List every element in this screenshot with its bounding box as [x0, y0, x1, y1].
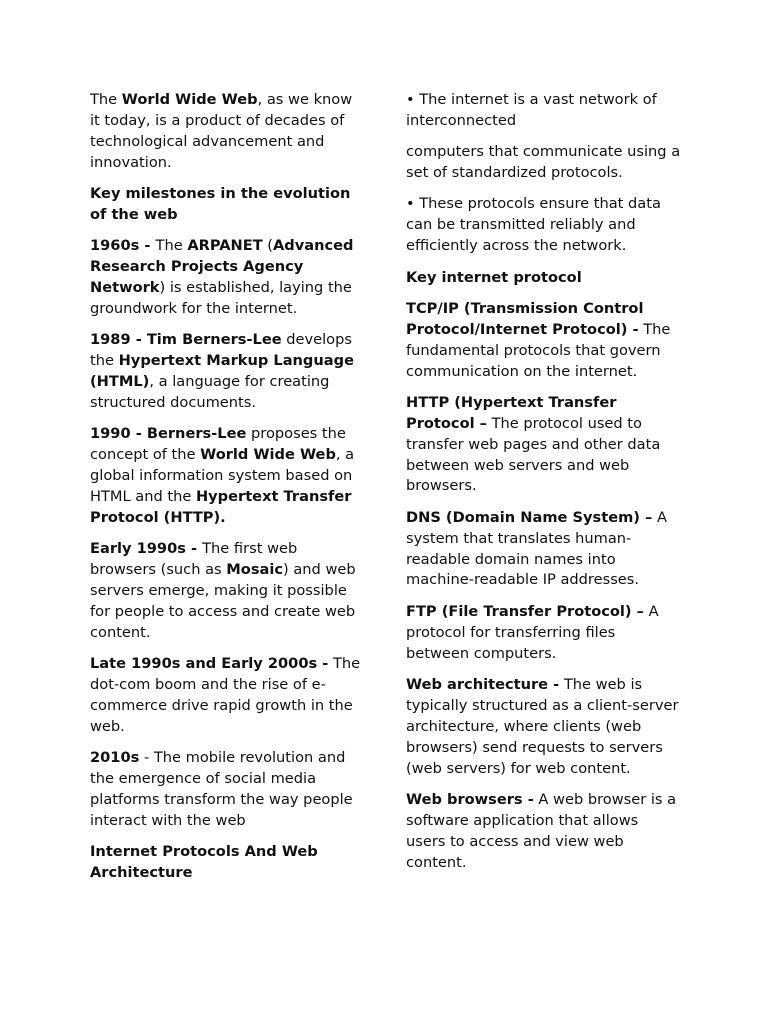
bold-text: Key internet protocol [406, 268, 582, 286]
paragraph [90, 539, 366, 644]
bold-text: ARPANET [187, 237, 263, 255]
left-column [90, 90, 366, 894]
paragraph [90, 842, 366, 884]
bold-text: Advanced Research Projects Agency Network [90, 237, 354, 297]
text-run: , as we know it today, is a product of decades of technological advancement and innovation. [90, 91, 353, 171]
bold-text: HTTP (Hypertext Transfer Protocol – [406, 393, 617, 432]
bold-text: Key milestones in the evolution of the web [90, 185, 351, 223]
text-run: The [90, 91, 122, 108]
paragraph [406, 602, 682, 665]
bold-text: Hypertext Transfer Protocol (HTTP). [90, 487, 352, 526]
paragraph [406, 790, 682, 874]
paragraph [90, 654, 366, 738]
bold-text: Early 1990s - [90, 540, 203, 558]
paragraph [90, 90, 366, 174]
bold-text: Late 1990s and Early 2000s - [90, 655, 329, 673]
text-run: ) and web servers emerge, making it possible for people to access and create web content. [90, 561, 356, 641]
text-run: A protocol for transferring files between computers. [406, 602, 659, 662]
text-run: The first web browsers (such as [90, 540, 298, 579]
bold-text: Hypertext Markup Language (HTML) [90, 352, 354, 391]
bold-text: 2010s [90, 749, 140, 767]
text-run: • These protocols ensure that data can be transmitted reliably and efficiently across the network. [406, 195, 661, 255]
paragraph [406, 194, 682, 257]
bold-text: TCP/IP (Transmission Control Protocol/Internet Protocol) - [406, 299, 644, 338]
text-run: The [155, 237, 188, 255]
bold-text: FTP (File Transfer Protocol) – [406, 602, 644, 620]
text-run: proposes the concept of the [90, 425, 346, 464]
paragraph [90, 424, 366, 529]
text-run: The web is typically structured as a client-server architecture, where clients (web browsers) send requests to servers (web servers) for web content. [406, 675, 679, 777]
paragraph [406, 508, 682, 592]
paragraph [406, 142, 682, 184]
bold-text: 1990 - Berners-Lee [90, 425, 247, 443]
bold-text: 1960s - [90, 237, 156, 255]
text-run: The fundamental protocols that govern communication on the internet. [406, 320, 671, 380]
text-run: The dot-com boom and the rise of e-commerce drive rapid growth in the web. [90, 655, 361, 735]
text-run: ( [262, 237, 273, 255]
text-run: - The mobile revolution and the emergence of social media platforms transform the way people interact with the web [90, 749, 353, 829]
paragraph [90, 184, 366, 226]
text-run: , a global information system based on HTML and the [90, 446, 355, 505]
text-run: A web browser is a software application that allows users to access and view web content. [406, 790, 677, 871]
bold-text: Internet Protocols And Web Architecture [90, 843, 318, 882]
text-run: develops the [90, 331, 352, 370]
bold-text: World Wide Web [200, 446, 336, 464]
bold-text: Web browsers - [406, 790, 534, 808]
bold-text: DNS (Domain Name System) – [406, 508, 653, 526]
bold-text: Web architecture - [406, 675, 560, 693]
paragraph [406, 268, 682, 289]
text-run: The protocol used to transfer web pages and other data between web servers and web browsers. [406, 414, 661, 495]
paragraph [406, 393, 682, 498]
text-run: ) is established, laying the groundwork for the internet. [90, 279, 352, 317]
text-run: A system that translates human-readable domain names into machine-readable IP addresses. [406, 508, 667, 589]
paragraph [90, 748, 366, 832]
bold-text: World Wide Web [121, 91, 258, 108]
paragraph [406, 299, 682, 383]
bold-text: Mosaic [226, 561, 284, 579]
right-column [406, 90, 682, 884]
text-run: computers that communicate using a set of standardized protocols. [406, 143, 681, 182]
paragraph [406, 90, 682, 132]
paragraph [406, 675, 682, 780]
text-run: , a language for creating structured documents. [90, 373, 330, 411]
bold-text: 1989 - Tim Berners-Lee [90, 331, 282, 349]
paragraph [90, 236, 366, 320]
paragraph [90, 330, 366, 414]
text-run: • The internet is a vast network of interconnected [406, 91, 657, 129]
